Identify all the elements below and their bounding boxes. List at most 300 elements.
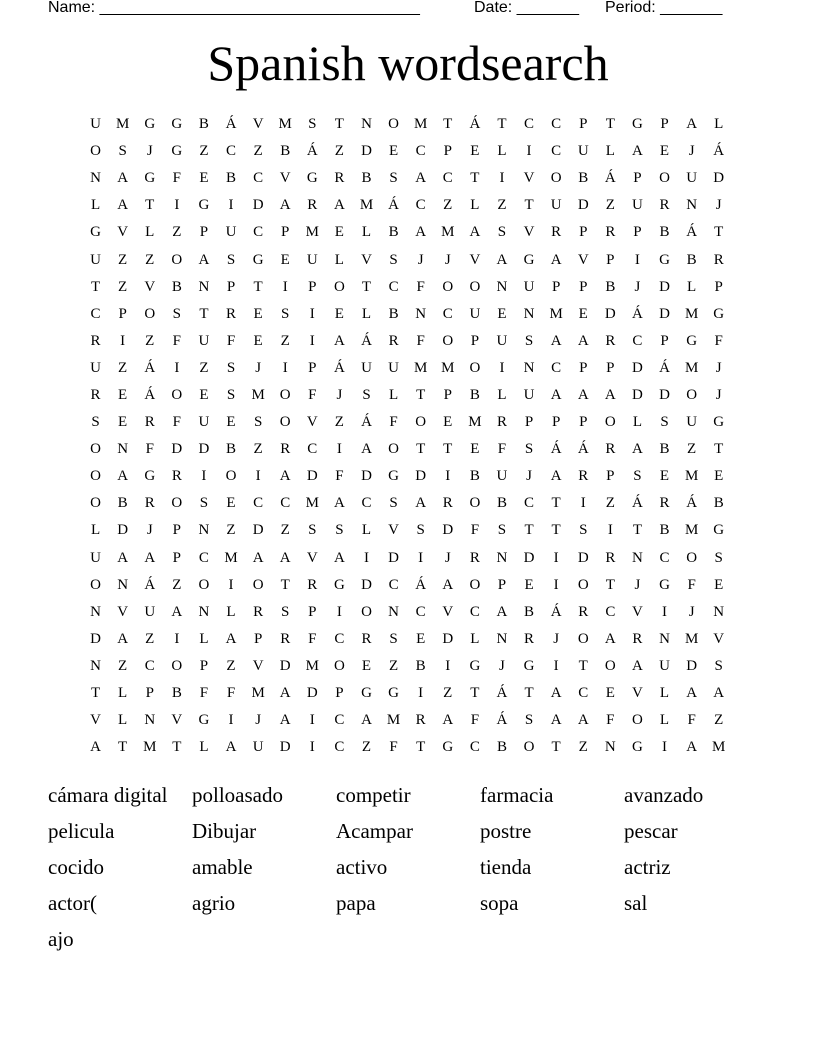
grid-letter: E <box>280 251 290 268</box>
grid-letter: A <box>577 712 589 729</box>
grid-letter: G <box>659 251 670 268</box>
grid-letter: Z <box>388 657 399 674</box>
grid-letter: B <box>524 603 535 620</box>
grid-letter: Z <box>145 251 155 268</box>
grid-letter: G <box>198 197 210 214</box>
grid-letter: E <box>470 441 480 458</box>
grid-letter: C <box>551 359 562 376</box>
grid-letter: V <box>388 522 399 539</box>
grid-letter: A <box>686 685 698 702</box>
grid-letter: R <box>253 603 264 620</box>
grid-letter: A <box>550 332 562 349</box>
grid-letter: A <box>279 468 291 485</box>
grid-letter: T <box>172 739 182 756</box>
grid-letter: L <box>90 522 101 539</box>
grid-letter: E <box>605 685 615 702</box>
grid-letter: I <box>282 278 288 295</box>
grid-letter: T <box>443 116 453 133</box>
grid-letter: D <box>171 441 183 458</box>
word-list-item: competir <box>336 783 411 807</box>
grid-letter: S <box>172 305 181 322</box>
word-list <box>48 777 768 957</box>
grid-letter: M <box>305 224 319 241</box>
grid-letter: I <box>309 739 315 756</box>
grid-letter: Á <box>415 576 427 593</box>
grid-letter: Z <box>199 359 209 376</box>
grid-letter: R <box>90 386 101 403</box>
grid-letter: V <box>713 630 725 647</box>
grid-letter: Á <box>632 305 643 322</box>
grid-letter: D <box>198 441 210 458</box>
grid-letter: M <box>414 359 428 376</box>
grid-letter: U <box>90 549 101 566</box>
grid-letter: P <box>579 116 588 133</box>
grid-letter: P <box>335 685 344 702</box>
grid-letter: D <box>577 197 589 214</box>
grid-letter: I <box>363 549 369 566</box>
word-list-item: activo <box>336 855 388 879</box>
grid-letter: V <box>306 549 318 566</box>
grid-letter: R <box>605 441 616 458</box>
grid-letter: B <box>388 305 399 322</box>
grid-letter: P <box>172 549 181 566</box>
grid-letter: A <box>550 386 562 403</box>
grid-letter: P <box>308 603 317 620</box>
grid-letter: F <box>687 576 696 593</box>
grid-letter: A <box>279 197 291 214</box>
name-field: Name: ____________________________________ <box>48 0 420 16</box>
grid-letter: L <box>118 712 128 729</box>
grid-letter: E <box>470 143 480 160</box>
grid-letter: V <box>171 712 183 729</box>
grid-letter: L <box>470 630 480 647</box>
grid-letter: A <box>442 712 454 729</box>
grid-letter: S <box>308 522 317 539</box>
grid-letter: P <box>660 116 669 133</box>
grid-letter: V <box>90 712 101 729</box>
grid-letter: T <box>361 278 372 295</box>
grid-letter: A <box>117 197 129 214</box>
grid-letter: A <box>333 549 345 566</box>
grid-letter: U <box>225 224 237 241</box>
grid-letter: Z <box>226 657 236 674</box>
grid-letter: M <box>386 712 401 729</box>
grid-letter: Z <box>253 441 263 458</box>
grid-letter: A <box>604 386 616 403</box>
grid-letter: G <box>469 657 481 674</box>
grid-letter: P <box>551 278 561 295</box>
grid-letter: C <box>388 576 399 593</box>
grid-letter: B <box>226 441 237 458</box>
grid-letter: P <box>606 251 615 268</box>
grid-letter: I <box>282 359 288 376</box>
grid-letter: A <box>117 630 129 647</box>
grid-letter: J <box>444 251 451 268</box>
grid-letter: A <box>713 685 725 702</box>
grid-letter: U <box>388 359 399 376</box>
grid-letter: J <box>336 386 343 403</box>
grid-letter: I <box>174 359 180 376</box>
grid-letter: S <box>633 468 642 485</box>
grid-letter: C <box>253 170 264 187</box>
grid-letter: D <box>361 143 372 160</box>
grid-letter: Á <box>686 224 698 241</box>
word-list-item: polloasado <box>192 783 283 807</box>
grid-letter: L <box>659 685 670 702</box>
grid-letter: Z <box>118 278 128 295</box>
grid-letter: I <box>607 522 613 539</box>
grid-letter: U <box>523 386 535 403</box>
grid-letter: L <box>118 685 128 702</box>
grid-letter: C <box>415 603 426 620</box>
grid-letter: R <box>171 468 182 485</box>
grid-letter: A <box>361 441 372 458</box>
grid-letter: P <box>308 278 317 295</box>
grid-letter: R <box>280 630 291 647</box>
grid-letter: O <box>415 414 427 431</box>
grid-letter: M <box>305 657 319 674</box>
grid-letter: V <box>306 414 318 431</box>
grid-letter: F <box>335 468 344 485</box>
grid-letter: J <box>499 657 505 674</box>
grid-letter: P <box>606 468 615 485</box>
grid-letter: P <box>443 386 452 403</box>
grid-letter: C <box>253 495 264 512</box>
grid-letter: L <box>687 278 697 295</box>
grid-letter: P <box>551 414 561 431</box>
grid-letter: Z <box>145 332 155 349</box>
grid-letter: P <box>199 224 209 241</box>
grid-letter: S <box>118 143 127 160</box>
grid-letter: T <box>551 495 561 512</box>
grid-letter: S <box>226 359 236 376</box>
grid-letter: N <box>659 630 670 647</box>
grid-letter: Á <box>144 386 156 403</box>
grid-letter: T <box>334 116 344 133</box>
grid-letter: E <box>714 576 724 593</box>
grid-letter: F <box>470 712 480 729</box>
grid-letter: L <box>226 603 236 620</box>
grid-letter: Z <box>443 197 453 214</box>
word-list-item: agrio <box>192 891 236 915</box>
grid-letter: A <box>496 603 508 620</box>
grid-letter: G <box>171 116 183 133</box>
grid-letter: S <box>416 522 425 539</box>
grid-letter: E <box>253 305 263 322</box>
grid-letter: D <box>252 197 264 214</box>
grid-letter: T <box>118 739 128 756</box>
grid-letter: O <box>604 414 616 431</box>
grid-letter: Z <box>497 197 507 214</box>
grid-letter: P <box>145 685 154 702</box>
grid-letter: N <box>90 170 101 187</box>
grid-letter: G <box>306 170 318 187</box>
grid-letter: A <box>144 549 156 566</box>
grid-letter: O <box>333 278 345 295</box>
grid-letter: P <box>660 332 669 349</box>
word-list-item: sopa <box>480 891 519 915</box>
grid-letter: U <box>496 468 508 485</box>
grid-letter: Z <box>118 657 128 674</box>
word-list-item: ajo <box>48 927 74 951</box>
grid-letter: I <box>445 468 451 485</box>
grid-letter: T <box>470 685 480 702</box>
grid-letter: L <box>605 143 615 160</box>
grid-letter: C <box>524 116 535 133</box>
grid-letter: Á <box>361 332 372 349</box>
grid-letter: T <box>470 170 480 187</box>
grid-letter: O <box>469 278 481 295</box>
grid-letter: C <box>90 305 101 322</box>
grid-letter: R <box>659 495 670 512</box>
grid-letter: O <box>361 603 372 620</box>
grid-letter: R <box>388 332 399 349</box>
grid-letter: C <box>605 603 616 620</box>
grid-letter: V <box>117 603 129 620</box>
grid-letter: Á <box>496 685 508 702</box>
grid-letter: P <box>443 143 452 160</box>
grid-letter: L <box>497 143 507 160</box>
grid-letter: T <box>524 522 534 539</box>
grid-letter: I <box>228 576 234 593</box>
grid-letter: N <box>361 116 372 133</box>
grid-letter: I <box>418 685 424 702</box>
grid-letter: A <box>686 116 698 133</box>
grid-letter: N <box>198 278 210 295</box>
grid-letter: N <box>388 603 399 620</box>
grid-letter: O <box>686 549 698 566</box>
grid-letter: B <box>469 468 480 485</box>
grid-letter: L <box>199 630 209 647</box>
grid-letter: A <box>415 224 427 241</box>
grid-letter: N <box>713 603 725 620</box>
grid-letter: R <box>144 495 155 512</box>
grid-letter: I <box>553 549 559 566</box>
grid-letter: C <box>415 143 426 160</box>
grid-letter: R <box>551 224 562 241</box>
grid-letter: F <box>226 332 236 349</box>
grid-letter: O <box>279 414 291 431</box>
grid-letter: B <box>198 116 209 133</box>
grid-letter: D <box>361 468 372 485</box>
grid-letter: Z <box>118 359 128 376</box>
grid-letter: O <box>225 468 237 485</box>
grid-letter: Á <box>333 359 345 376</box>
grid-letter: F <box>416 278 425 295</box>
word-list-item: farmacia <box>480 783 554 807</box>
grid-letter: A <box>361 712 372 729</box>
grid-letter: J <box>255 359 262 376</box>
grid-letter: G <box>632 739 643 756</box>
grid-letter: V <box>632 603 643 620</box>
grid-letter: U <box>686 170 698 187</box>
grid-letter: R <box>578 603 589 620</box>
grid-letter: B <box>361 170 372 187</box>
grid-letter: Á <box>686 495 698 512</box>
grid-letter: C <box>144 657 155 674</box>
grid-letter: A <box>90 739 101 756</box>
grid-letter: V <box>632 685 643 702</box>
grid-letter: V <box>469 251 481 268</box>
grid-letter: G <box>144 116 156 133</box>
grid-letter: C <box>551 116 562 133</box>
grid-letter: F <box>470 522 480 539</box>
grid-letter: P <box>226 278 236 295</box>
grid-letter: U <box>198 414 210 431</box>
grid-letter: G <box>632 116 643 133</box>
grid-letter: D <box>604 305 616 322</box>
grid-letter: Á <box>659 359 670 376</box>
grid-letter: B <box>171 685 182 702</box>
grid-letter: A <box>632 657 643 674</box>
grid-letter: E <box>118 414 128 431</box>
grid-letter: Á <box>388 197 399 214</box>
grid-letter: F <box>714 332 723 349</box>
grid-letter: L <box>388 386 399 403</box>
grid-letter: N <box>117 441 129 458</box>
grid-letter: A <box>604 630 616 647</box>
grid-letter: M <box>143 739 157 756</box>
grid-letter: N <box>496 630 508 647</box>
grid-letter: R <box>659 197 670 214</box>
grid-letter: Z <box>714 712 724 729</box>
grid-letter: S <box>389 630 398 647</box>
grid-letter: U <box>632 197 643 214</box>
grid-letter: A <box>198 251 210 268</box>
grid-letter: O <box>171 251 183 268</box>
grid-letter: V <box>577 251 589 268</box>
grid-letter: C <box>632 332 643 349</box>
grid-letter: D <box>577 549 589 566</box>
grid-letter: M <box>441 359 455 376</box>
grid-letter: Z <box>361 739 372 756</box>
grid-letter: D <box>279 739 291 756</box>
grid-letter: J <box>688 143 695 160</box>
grid-letter: O <box>550 170 562 187</box>
grid-letter: L <box>90 197 101 214</box>
grid-letter: O <box>144 305 156 322</box>
word-list-item: pelicula <box>48 819 115 843</box>
grid-letter: M <box>414 116 428 133</box>
grid-letter: A <box>550 685 562 702</box>
grid-letter: Z <box>280 332 290 349</box>
grid-letter: U <box>252 739 264 756</box>
grid-letter: N <box>632 549 643 566</box>
grid-letter: C <box>442 305 453 322</box>
grid-letter: D <box>713 170 725 187</box>
grid-letter: I <box>634 251 640 268</box>
grid-letter: A <box>415 170 427 187</box>
grid-letter: S <box>714 657 723 674</box>
grid-letter: I <box>662 739 668 756</box>
grid-letter: O <box>90 143 101 160</box>
grid-letter: A <box>577 332 589 349</box>
grid-letter: C <box>551 143 562 160</box>
grid-letter: L <box>632 414 642 431</box>
grid-letter: S <box>579 522 588 539</box>
grid-letter: Á <box>496 712 508 729</box>
grid-letter: I <box>228 712 234 729</box>
grid-letter: F <box>172 170 181 187</box>
grid-letter: T <box>145 197 155 214</box>
grid-letter: L <box>361 305 372 322</box>
grid-letter: O <box>442 278 454 295</box>
grid-letter: V <box>523 170 535 187</box>
grid-letter: A <box>225 630 237 647</box>
grid-letter: R <box>496 414 507 431</box>
grid-letter: P <box>470 332 480 349</box>
grid-letter: D <box>686 657 698 674</box>
grid-letter: G <box>713 522 725 539</box>
grid-letter: O <box>90 576 101 593</box>
grid-letter: O <box>279 386 291 403</box>
grid-letter: Z <box>334 414 344 431</box>
date-field: Date: _______ <box>474 0 579 16</box>
grid-letter: M <box>359 197 374 214</box>
grid-letter: B <box>469 386 480 403</box>
grid-letter: M <box>549 305 563 322</box>
grid-letter: A <box>333 495 345 512</box>
grid-letter: O <box>577 630 589 647</box>
grid-letter: R <box>226 305 237 322</box>
grid-letter: V <box>442 603 454 620</box>
grid-letter: T <box>714 224 724 241</box>
grid-letter: T <box>714 441 724 458</box>
grid-letter: E <box>226 495 236 512</box>
grid-letter: R <box>632 630 643 647</box>
grid-letter: Á <box>144 576 156 593</box>
grid-letter: D <box>361 576 372 593</box>
grid-letter: D <box>659 386 670 403</box>
grid-letter: C <box>469 739 480 756</box>
grid-letter: G <box>90 224 101 241</box>
grid-letter: B <box>496 495 507 512</box>
grid-letter: E <box>416 630 426 647</box>
grid-letter: B <box>605 278 616 295</box>
grid-letter: P <box>308 359 317 376</box>
grid-letter: S <box>281 305 290 322</box>
grid-letter: G <box>523 251 535 268</box>
grid-letter: Á <box>632 495 643 512</box>
grid-letter: J <box>715 359 722 376</box>
grid-letter: Z <box>118 251 128 268</box>
grid-letter: F <box>606 712 615 729</box>
grid-letter: P <box>579 359 588 376</box>
grid-letter: I <box>336 441 342 458</box>
grid-letter: P <box>199 657 209 674</box>
grid-letter: C <box>388 278 399 295</box>
grid-letter: T <box>199 305 209 322</box>
grid-letter: O <box>686 386 698 403</box>
grid-letter: L <box>334 251 344 268</box>
grid-letter: G <box>523 657 535 674</box>
grid-letter: V <box>117 224 129 241</box>
grid-letter: T <box>497 116 507 133</box>
grid-letter: U <box>496 332 508 349</box>
grid-letter: R <box>280 441 291 458</box>
grid-letter: E <box>361 657 372 674</box>
grid-letter: I <box>309 305 315 322</box>
grid-letter: J <box>255 712 262 729</box>
word-list-item: cocido <box>48 855 104 879</box>
grid-letter: G <box>442 739 454 756</box>
grid-letter: O <box>388 441 399 458</box>
grid-letter: I <box>201 468 207 485</box>
grid-letter: B <box>117 495 128 512</box>
grid-letter: R <box>524 630 535 647</box>
grid-letter: Z <box>226 522 236 539</box>
grid-letter: G <box>361 685 372 702</box>
